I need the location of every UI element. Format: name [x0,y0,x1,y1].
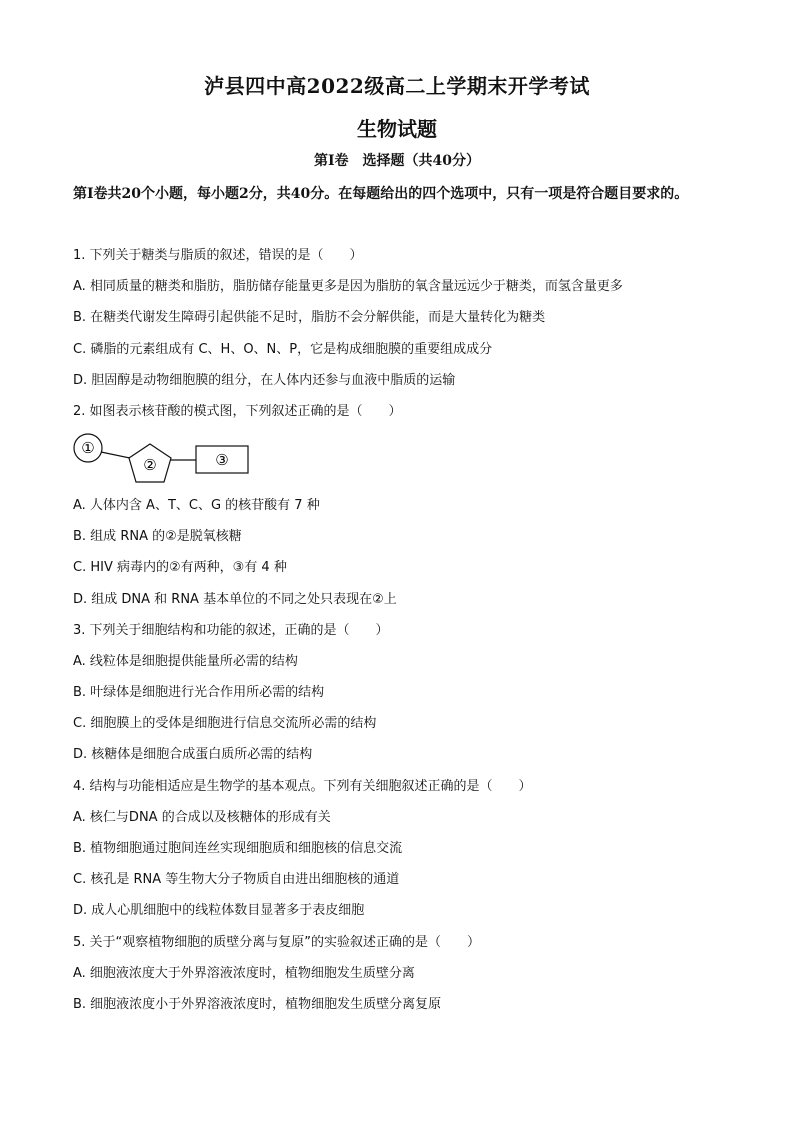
question-2-option-b: B. 组成 RNA 的②是脱氧核糖 [73,529,242,544]
question-2-option-d: D. 组成 DNA 和 RNA 基本单位的不同之处只表现在②上 [73,592,397,607]
question-1-option-c: C. 磷脂的元素组成有 C、H、O、N、P，它是构成细胞膜的重要组成成分 [73,342,493,357]
question-1-option-a: A. 相同质量的糖类和脂肪，脂肪储存能量更多是因为脂肪的氧含量远远少于糖类，而氢含量更多 [73,279,623,294]
question-3-stem: 3. 下列关于细胞结构和功能的叙述，正确的是（ ） [73,623,389,638]
question-4-stem: 4. 结构与功能相适应是生物学的基本观点。下列有关细胞叙述正确的是（ ） [73,779,532,794]
label-3: ③ [215,451,229,469]
question-3-option-b: B. 叶绿体是细胞进行光合作用所必需的结构 [73,685,325,700]
question-4-option-c: C. 核孔是 RNA 等生物大分子物质自由进出细胞核的通道 [73,872,400,887]
label-2: ② [143,456,157,474]
question-2-option-a: A. 人体内含 A、T、C、G 的核苷酸有 7 种 [73,498,320,513]
question-4-option-a: A. 核仁与DNA 的合成以及核糖体的形成有关 [73,810,331,825]
label-1: ① [81,439,95,457]
question-4-option-b: B. 植物细胞通过胞间连丝实现细胞质和细胞核的信息交流 [73,841,403,856]
question-3-option-c: C. 细胞膜上的受体是细胞进行信息交流所必需的结构 [73,716,377,731]
section-heading: 第Ⅰ卷 选择题（共40分） [313,153,481,169]
question-5-stem: 5. 关于“观察植物细胞的质壁分离与复原”的实验叙述正确的是（ ） [73,935,481,950]
question-1-stem: 1. 下列关于糖类与脂质的叙述，错误的是（ ） [73,248,363,263]
exam-subject: 生物试题 [357,117,437,141]
question-3-option-a: A. 线粒体是细胞提供能量所必需的结构 [73,654,298,669]
question-3-option-d: D. 核糖体是细胞合成蛋白质所必需的结构 [73,747,313,762]
instructions: 第Ⅰ卷共20个小题，每小题2分，共40分。在每题给出的四个选项中，只有一项是符合题目要求的。 [73,186,689,202]
question-2-option-c: C. HIV 病毒内的②有两种，③有 4 种 [73,560,287,575]
question-4-option-d: D. 成人心肌细胞中的线粒体数目显著多于表皮细胞 [73,903,365,918]
nucleotide-diagram [70,430,260,488]
question-1-option-b: B. 在糖类代谢发生障碍引起供能不足时，脂肪不会分解供能，而是大量转化为糖类 [73,310,546,325]
question-2-stem: 2. 如图表示核苷酸的模式图，下列叙述正确的是（ ） [73,404,402,419]
question-5-option-b: B. 细胞液浓度小于外界溶液浓度时，植物细胞发生质壁分离复原 [73,997,442,1012]
question-5-option-a: A. 细胞液浓度大于外界溶液浓度时，植物细胞发生质壁分离 [73,966,415,981]
question-1-option-d: D. 胆固醇是动物细胞膜的组分，在人体内还参与血液中脂质的运输 [73,373,456,388]
bond-phosphate-sugar [101,452,130,458]
exam-title: 泸县四中高2022级高二上学期末开学考试 [204,74,590,98]
